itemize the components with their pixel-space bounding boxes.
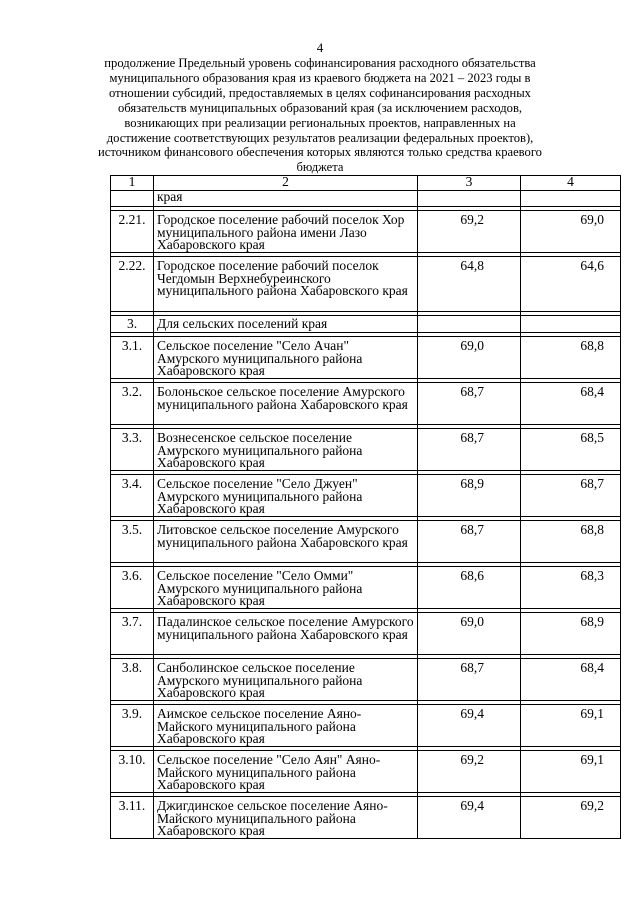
- continuation-row: [111, 191, 621, 207]
- empty-cell: [418, 316, 521, 333]
- value-col4: 68,8: [521, 521, 621, 563]
- value-col3: 68,9: [418, 475, 521, 517]
- table-row: [111, 429, 621, 471]
- municipality-name: Литовское сельское поселение Амурского муниципального района Хабаровского края: [154, 521, 418, 563]
- value-col4: 68,5: [521, 429, 621, 471]
- value-col3: 69,4: [418, 705, 521, 747]
- table-row: [111, 475, 621, 517]
- row-number: 3.9.: [111, 705, 154, 747]
- municipality-name: Аимское сельское поселение Аяно-Майского муниципального района Хабаровского края: [154, 705, 418, 747]
- table-row: [111, 337, 621, 379]
- column-header: 4: [521, 176, 621, 191]
- section-row: [111, 316, 621, 333]
- empty-cell: [521, 191, 621, 207]
- value-col3: 68,7: [418, 383, 521, 425]
- value-col3: 68,6: [418, 567, 521, 609]
- row-number: 3.3.: [111, 429, 154, 471]
- value-col4: 68,3: [521, 567, 621, 609]
- subsidy-table: [110, 175, 621, 839]
- value-col4: 64,6: [521, 257, 621, 312]
- table-header-row: [111, 176, 621, 191]
- row-number: 3.4.: [111, 475, 154, 517]
- continuation-text: края: [154, 191, 418, 207]
- value-col3: 69,2: [418, 211, 521, 253]
- column-header: 2: [154, 176, 418, 191]
- empty-cell: [418, 191, 521, 207]
- section-number: 3.: [111, 316, 154, 333]
- row-number: 2.22.: [111, 257, 154, 312]
- row-number: 3.2.: [111, 383, 154, 425]
- empty-cell: [111, 191, 154, 207]
- column-header: 3: [418, 176, 521, 191]
- document-title: продолжение Предельный уровень софинансирования расходного обязательства муниципального образования края из краевого бюджета на 2021 – 2023 годы в отношении субсидий, предоставляемых в целях софинансирования расходных обязательств муниципальных образований края (за исключением расходов, возникающих при реализации региональных проектов, направленных на достижение соответствующих результатов реализации федеральных проектов), источником финансового обеспечения которых являются только средства краевого бюджета: [98, 56, 542, 175]
- table-row: [111, 751, 621, 793]
- empty-cell: [521, 316, 621, 333]
- value-col3: 69,2: [418, 751, 521, 793]
- table-row: [111, 797, 621, 839]
- table-row: [111, 521, 621, 563]
- row-number: 3.10.: [111, 751, 154, 793]
- value-col3: 69,0: [418, 337, 521, 379]
- municipality-name: Городское поселение рабочий поселок Хор муниципального района имени Лазо Хабаровского края: [154, 211, 418, 253]
- row-number: 3.1.: [111, 337, 154, 379]
- row-number: 3.11.: [111, 797, 154, 839]
- municipality-name: Джигдинское сельское поселение Аяно-Майского муниципального района Хабаровского края: [154, 797, 418, 839]
- value-col4: 69,2: [521, 797, 621, 839]
- table-row: [111, 705, 621, 747]
- row-number: 3.6.: [111, 567, 154, 609]
- municipality-name: Сельское поселение "Село Ачан" Амурского муниципального района Хабаровского края: [154, 337, 418, 379]
- municipality-name: Падалинское сельское поселение Амурского муниципального района Хабаровского края: [154, 613, 418, 655]
- row-number: 3.5.: [111, 521, 154, 563]
- municipality-name: Сельское поселение "Село Джуен" Амурского муниципального района Хабаровского края: [154, 475, 418, 517]
- value-col3: 69,0: [418, 613, 521, 655]
- value-col4: 69,1: [521, 751, 621, 793]
- municipality-name: Болоньское сельское поселение Амурского муниципального района Хабаровского края: [154, 383, 418, 425]
- value-col3: 68,7: [418, 521, 521, 563]
- municipality-name: Сельское поселение "Село Аян" Аяно-Майского муниципального района Хабаровского края: [154, 751, 418, 793]
- row-number: 3.7.: [111, 613, 154, 655]
- page-number: 4: [316, 40, 324, 55]
- row-number: 3.8.: [111, 659, 154, 701]
- value-col4: 68,9: [521, 613, 621, 655]
- value-col3: 69,4: [418, 797, 521, 839]
- value-col4: 68,7: [521, 475, 621, 517]
- table-row: [111, 659, 621, 701]
- table-row: [111, 211, 621, 253]
- municipality-name: Вознесенское сельское поселение Амурского муниципального района Хабаровского края: [154, 429, 418, 471]
- municipality-name: Городское поселение рабочий поселок Чегдомын Верхнебуреинского муниципального района Хабаровского края: [154, 257, 418, 312]
- municipality-name: Сельское поселение "Село Омми" Амурского муниципального района Хабаровского края: [154, 567, 418, 609]
- table-row: [111, 613, 621, 655]
- value-col3: 64,8: [418, 257, 521, 312]
- value-col3: 68,7: [418, 659, 521, 701]
- section-title: Для сельских поселений края: [154, 316, 418, 333]
- municipality-name: Санболинское сельское поселение Амурского муниципального района Хабаровского края: [154, 659, 418, 701]
- table-row: [111, 383, 621, 425]
- table-row: [111, 567, 621, 609]
- value-col4: 69,1: [521, 705, 621, 747]
- column-header: 1: [111, 176, 154, 191]
- row-number: 2.21.: [111, 211, 154, 253]
- value-col4: 68,4: [521, 383, 621, 425]
- value-col4: 69,0: [521, 211, 621, 253]
- value-col3: 68,7: [418, 429, 521, 471]
- value-col4: 68,4: [521, 659, 621, 701]
- table-row: [111, 257, 621, 312]
- value-col4: 68,8: [521, 337, 621, 379]
